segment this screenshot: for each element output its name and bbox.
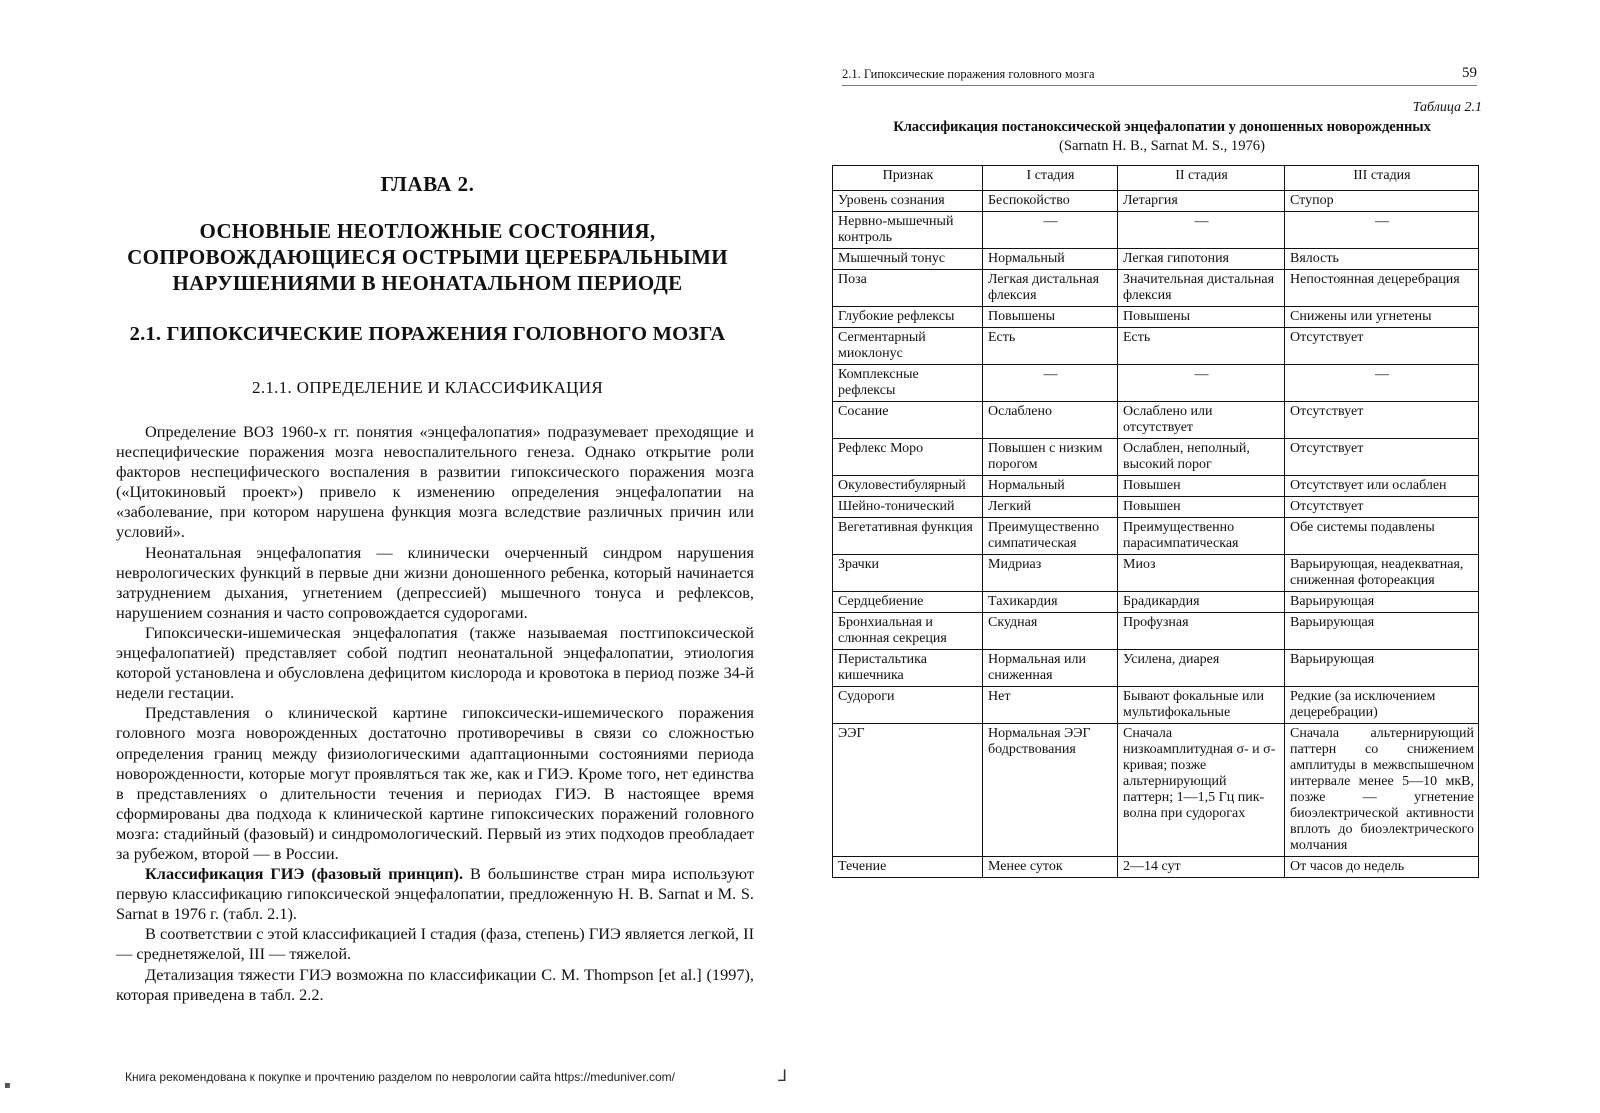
table-row bbox=[833, 518, 1479, 555]
paragraph: В соответствии с этой классификацией I стадия (фаза, степень) ГИЭ является легкой, II — среднетяжелой, III — тяжелой. bbox=[116, 924, 754, 964]
paragraph: Неонатальная энцефалопатия — клинически очерченный синдром нарушения неврологических функций в первые дни жизни доношенного ребенка, который начинается затруднением дыхания, угнетением (депрессией) мышечного тонуса и рефлексов, нарушением сознания и часто сопровождается судорогами. bbox=[116, 542, 754, 622]
table-cell: Ослаблено bbox=[983, 402, 1118, 439]
table-cell: Варьирующая bbox=[1285, 613, 1479, 650]
table-cell: Повышен bbox=[1118, 497, 1285, 518]
row-label-cell: Комплексные рефлексы bbox=[833, 365, 983, 402]
table-row bbox=[833, 592, 1479, 613]
table-cell: Отсутствует bbox=[1285, 497, 1479, 518]
table-cell: Брадикардия bbox=[1118, 592, 1285, 613]
table-cell: Есть bbox=[983, 328, 1118, 365]
table-cell: Летаргия bbox=[1118, 191, 1285, 212]
footer-mark-icon: ⅃ bbox=[778, 1066, 787, 1085]
table-cell: Легкий bbox=[983, 497, 1118, 518]
row-label-cell: Уровень сознания bbox=[833, 191, 983, 212]
header-divider bbox=[842, 85, 1477, 86]
table-cell: Сначала альтернирующий паттерн со снижением амплитуды в межвспышечном интервале менее 5—10 мкВ, позже — угнетение биоэлектрической активности вплоть до биоэлектрического молчания bbox=[1285, 724, 1479, 857]
table-row bbox=[833, 328, 1479, 365]
table-row bbox=[833, 307, 1479, 328]
table-cell: Менее суток bbox=[983, 857, 1118, 878]
table-cell: Непостоянная децеребрация bbox=[1285, 270, 1479, 307]
table-cell: Преимущественно парасимпатическая bbox=[1118, 518, 1285, 555]
table-cell: Варьирующая, неадекватная, сниженная фотореакция bbox=[1285, 555, 1479, 592]
table-cell: Повышен bbox=[1118, 476, 1285, 497]
table-cell: Беспокойство bbox=[983, 191, 1118, 212]
table-cell: Вялость bbox=[1285, 249, 1479, 270]
right-page bbox=[800, 0, 1600, 1113]
table-cell: Снижены или угнетены bbox=[1285, 307, 1479, 328]
table-header-cell: II стадия bbox=[1118, 166, 1285, 191]
subsection-title: 2.1.1. ОПРЕДЕЛЕНИЕ И КЛАССИФИКАЦИЯ bbox=[252, 378, 603, 397]
table-cell: Нет bbox=[983, 687, 1118, 724]
table-cell: — bbox=[1118, 365, 1285, 402]
paragraph-text: В большинстве стран мира используют первую классификацию гипоксической энцефалопатии, предложенную H. B. Sarnat и M. S. Sarnat в 1976 г. (табл. 2.1). bbox=[116, 864, 754, 924]
row-label-cell: Судороги bbox=[833, 687, 983, 724]
page-number: 59 bbox=[1462, 65, 1477, 81]
row-label-cell: Вегетативная функция bbox=[833, 518, 983, 555]
row-label-cell: ЭЭГ bbox=[833, 724, 983, 857]
table-cell: Отсутствует или ослаблен bbox=[1285, 476, 1479, 497]
chapter-title bbox=[110, 218, 745, 296]
paragraph-bold-lead: Классификация ГИЭ (фазовый принцип). bbox=[145, 864, 464, 884]
table-cell: Ослаблено или отсутствует bbox=[1118, 402, 1285, 439]
table-cell: Тахикардия bbox=[983, 592, 1118, 613]
table-header-cell: I стадия bbox=[983, 166, 1118, 191]
table-cell: От часов до недель bbox=[1285, 857, 1479, 878]
table-row bbox=[833, 857, 1479, 878]
row-label-cell: Бронхиальная и слюнная секреция bbox=[833, 613, 983, 650]
table-cell: Повышены bbox=[983, 307, 1118, 328]
row-label-cell: Перистальтика кишечника bbox=[833, 650, 983, 687]
classification-table bbox=[832, 165, 1479, 878]
table-cell: 2—14 сут bbox=[1118, 857, 1285, 878]
table-cell: Скудная bbox=[983, 613, 1118, 650]
table-cell: Отсутствует bbox=[1285, 328, 1479, 365]
paragraph: Представления о клинической картине гипоксически-ишемического поражения головного мозга новорожденных достаточно противоречивы в связи со сложностью определения границ между физиологическими адаптационными состояниями периода новорожденности, которые могут проявляться так же, как и ГИЭ. Кроме того, нет единства в представлениях о длительности течения и периодах ГИЭ. В настоящее время сформированы два подхода к клинической картине гипоксических поражений головного мозга: стадийный (фазовый) и синдромологический. Первый из этих подходов преобладает за рубежом, второй — в России. bbox=[116, 703, 754, 863]
table-cell: — bbox=[1118, 212, 1285, 249]
paragraph: Гипоксически-ишемическая энцефалопатия (также называемая постгипоксической энцефалопатией) представляет собой подтип неонатальной энцефалопатии, этиология которой установлена и обусловлена дефицитом кислорода и кровотока в период позже 34-й недели гестации. bbox=[116, 622, 754, 703]
table-cell: Усилена, диарея bbox=[1118, 650, 1285, 687]
table-cell: Ступор bbox=[1285, 191, 1479, 212]
table-cell: Миоз bbox=[1118, 555, 1285, 592]
row-label-cell: Сегментарный миоклонус bbox=[833, 328, 983, 365]
table-row bbox=[833, 212, 1479, 249]
table-cell: Повышен с низким порогом bbox=[983, 439, 1118, 476]
table-cell: Нормальный bbox=[983, 476, 1118, 497]
table-header-cell: III стадия bbox=[1285, 166, 1479, 191]
table-body bbox=[833, 191, 1479, 878]
row-label-cell: Зрачки bbox=[833, 555, 983, 592]
table-title: Классификация постаноксической энцефалопатии у доношенных новорожденных bbox=[893, 119, 1431, 135]
table-cell: Варьирующая bbox=[1285, 592, 1479, 613]
row-label-cell: Поза bbox=[833, 270, 983, 307]
table-cell: Отсутствует bbox=[1285, 439, 1479, 476]
row-label-cell: Шейно-тонический bbox=[833, 497, 983, 518]
table-header-row bbox=[833, 166, 1479, 191]
paragraph bbox=[116, 864, 754, 924]
footer-note: Книга рекомендована к покупке и прочтению разделом по неврологии сайта https://meduniver.com/ bbox=[124, 1070, 675, 1084]
table-row bbox=[833, 402, 1479, 439]
table-subtitle: (Sarnatn H. B., Sarnat M. S., 1976) bbox=[1059, 138, 1265, 154]
table-row bbox=[833, 191, 1479, 212]
row-label-cell: Глубокие рефлексы bbox=[833, 307, 983, 328]
table-cell: — bbox=[983, 212, 1118, 249]
table-cell: Преимущественно симпатическая bbox=[983, 518, 1118, 555]
table-row bbox=[833, 270, 1479, 307]
table-row bbox=[833, 687, 1479, 724]
table-cell: Бывают фокальные или мультифокальные bbox=[1118, 687, 1285, 724]
chapter-title-line: СОПРОВОЖДАЮЩИЕСЯ ОСТРЫМИ ЦЕРЕБРАЛЬНЫМИ bbox=[127, 245, 728, 269]
row-label-cell: Сосание bbox=[833, 402, 983, 439]
table-cell: Легкая гипотония bbox=[1118, 249, 1285, 270]
table-cell: — bbox=[1285, 212, 1479, 249]
paragraph: Определение ВОЗ 1960-х гг. понятия «энцефалопатия» подразумевает преходящие и неспецифические поражения мозга невоспалительного генеза. Однако открытие роли факторов неспецифического воспаления в развитии гипоксического поражения мозга («Цитокиновый проект») привело к изменению определения энцефалопатии на «заболевание, при котором нарушена функция мозга вследствие различных причин или условий». bbox=[116, 422, 754, 542]
table-cell: — bbox=[983, 365, 1118, 402]
corner-mark-icon: ▪ bbox=[4, 1080, 11, 1091]
row-label-cell: Мышечный тонус bbox=[833, 249, 983, 270]
section-title: 2.1. ГИПОКСИЧЕСКИЕ ПОРАЖЕНИЯ ГОЛОВНОГО МОЗГА bbox=[129, 323, 726, 345]
table-cell: Нормальная ЭЭГ бодрствования bbox=[983, 724, 1118, 857]
row-label-cell: Окуловестибулярный bbox=[833, 476, 983, 497]
table-cell: Обе системы подавлены bbox=[1285, 518, 1479, 555]
row-label-cell: Сердцебиение bbox=[833, 592, 983, 613]
table-cell: Значительная дистальная флексия bbox=[1118, 270, 1285, 307]
table-row bbox=[833, 476, 1479, 497]
table-cell: Нормальная или сниженная bbox=[983, 650, 1118, 687]
paragraph: Детализация тяжести ГИЭ возможна по классификации C. M. Thompson [et al.] (1997), которая приведена в табл. 2.2. bbox=[116, 964, 754, 1004]
chapter-label: ГЛАВА 2. bbox=[380, 172, 475, 196]
chapter-title-line: ОСНОВНЫЕ НЕОТЛОЖНЫЕ СОСТОЯНИЯ, bbox=[199, 219, 656, 243]
table-row bbox=[833, 555, 1479, 592]
row-label-cell: Нервно-мышечный контроль bbox=[833, 212, 983, 249]
table-cell: Легкая дистальная флексия bbox=[983, 270, 1118, 307]
table-row bbox=[833, 724, 1479, 857]
table-cell: Ослаблен, неполный, высокий порог bbox=[1118, 439, 1285, 476]
table-cell: Редкие (за исключением децеребрации) bbox=[1285, 687, 1479, 724]
table-row bbox=[833, 249, 1479, 270]
table-row bbox=[833, 650, 1479, 687]
table-cell: Повышены bbox=[1118, 307, 1285, 328]
table-cell: Есть bbox=[1118, 328, 1285, 365]
table-cell: Профузная bbox=[1118, 613, 1285, 650]
running-head-title: 2.1. Гипоксические поражения головного мозга bbox=[842, 67, 1095, 81]
row-label-cell: Рефлекс Моро bbox=[833, 439, 983, 476]
body-text bbox=[116, 422, 754, 1005]
table-cell: Сначала низкоамплитудная σ- и σ-кривая; позже альтернирующий паттерн; 1—1,5 Гц пик-волна при судорогах bbox=[1118, 724, 1285, 857]
table-row bbox=[833, 497, 1479, 518]
table-cell: Нормальный bbox=[983, 249, 1118, 270]
table-row bbox=[833, 613, 1479, 650]
row-label-cell: Течение bbox=[833, 857, 983, 878]
table-cell: Варьирующая bbox=[1285, 650, 1479, 687]
table-label: Таблица 2.1 bbox=[1412, 100, 1482, 115]
table-header-cell: Признак bbox=[833, 166, 983, 191]
chapter-title-line: НАРУШЕНИЯМИ В НЕОНАТАЛЬНОМ ПЕРИОДЕ bbox=[172, 271, 683, 295]
table-row bbox=[833, 365, 1479, 402]
table-row bbox=[833, 439, 1479, 476]
table-cell: Отсутствует bbox=[1285, 402, 1479, 439]
table-cell: — bbox=[1285, 365, 1479, 402]
table-cell: Мидриаз bbox=[983, 555, 1118, 592]
